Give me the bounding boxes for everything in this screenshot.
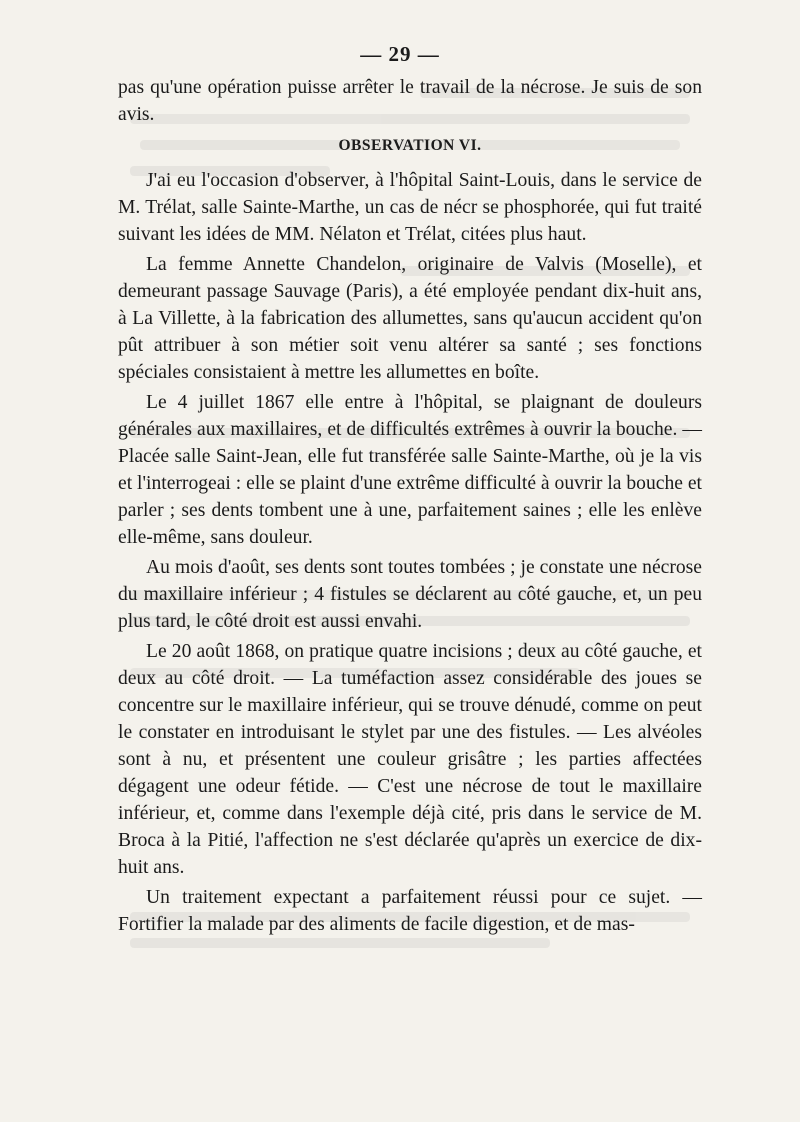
paragraph-5: Le 20 août 1868, on pratique quatre incisions ; deux au côté gauche, et deux au côté droit. — La tuméfaction assez considérable des joues se concentre sur le maxillaire inférieur, qui se trouve dénudé, comme on peut le constater en introduisant le stylet par une des fistules. — Les alvéoles sont à nu, et présentent une couleur grisâtre ; les parties affectées dégagent une odeur fétide. — C'est une nécrose de tout le maxillaire inférieur, et, comme dans l'exemple déjà cité, pris dans le service de M. Broca à la Pitié, l'affection ne s'est déclarée qu'après un exercice de dix-huit ans. xyxy=(118,641,702,878)
paragraph-1: J'ai eu l'occasion d'observer, à l'hôpital Saint-Louis, dans le service de M. Trélat, salle Sainte-Marthe, un cas de nécr se phosphorée, qui fut traité suivant les idées de MM. Nélaton et Trélat, citées plus haut. xyxy=(118,170,702,245)
paragraph-3: Le 4 juillet 1867 elle entre à l'hôpital, se plaignant de douleurs générales aux maxillaires, et de difficultés extrêmes à ouvrir la bouche. — Placée salle Saint-Jean, elle fut transférée salle Sainte-Marthe, où je la vis et l'interrogeai : elle se plaint d'une extrême difficulté à ouvrir la bouche et parler ; ses dents tombent une à une, parfaitement saines ; elle les enlève elle-même, sans douleur. xyxy=(118,392,702,548)
opening-paragraph: pas qu'une opération puisse arrêter le travail de la nécrose. Je suis de son avis. xyxy=(118,77,702,125)
body-text xyxy=(118,74,702,941)
paragraph-4: Au mois d'août, ses dents sont toutes tombées ; je constate une nécrose du maxillaire inférieur ; 4 fistules se déclarent au côté gauche, et, un peu plus tard, le côté droit est aussi envahi. xyxy=(118,557,702,632)
page-number: — 29 — xyxy=(360,42,440,66)
section-heading: OBSERVATION VI. xyxy=(338,137,482,154)
paragraph-6: Un traitement expectant a parfaitement réussi pour ce sujet. — Fortifier la malade par des aliments de facile digestion, et de mas- xyxy=(118,887,702,935)
paragraph-2: La femme Annette Chandelon, originaire de Valvis (Moselle), et demeurant passage Sauvage (Paris), a été employée pendant dix-huit ans, à La Villette, à la fabrication des allumettes, sans qu'aucun accident qu'on pût attribuer à son métier soit venu altérer sa santé ; ses fonctions spéciales consistaient à mettre les allumettes en boîte. xyxy=(118,254,702,383)
